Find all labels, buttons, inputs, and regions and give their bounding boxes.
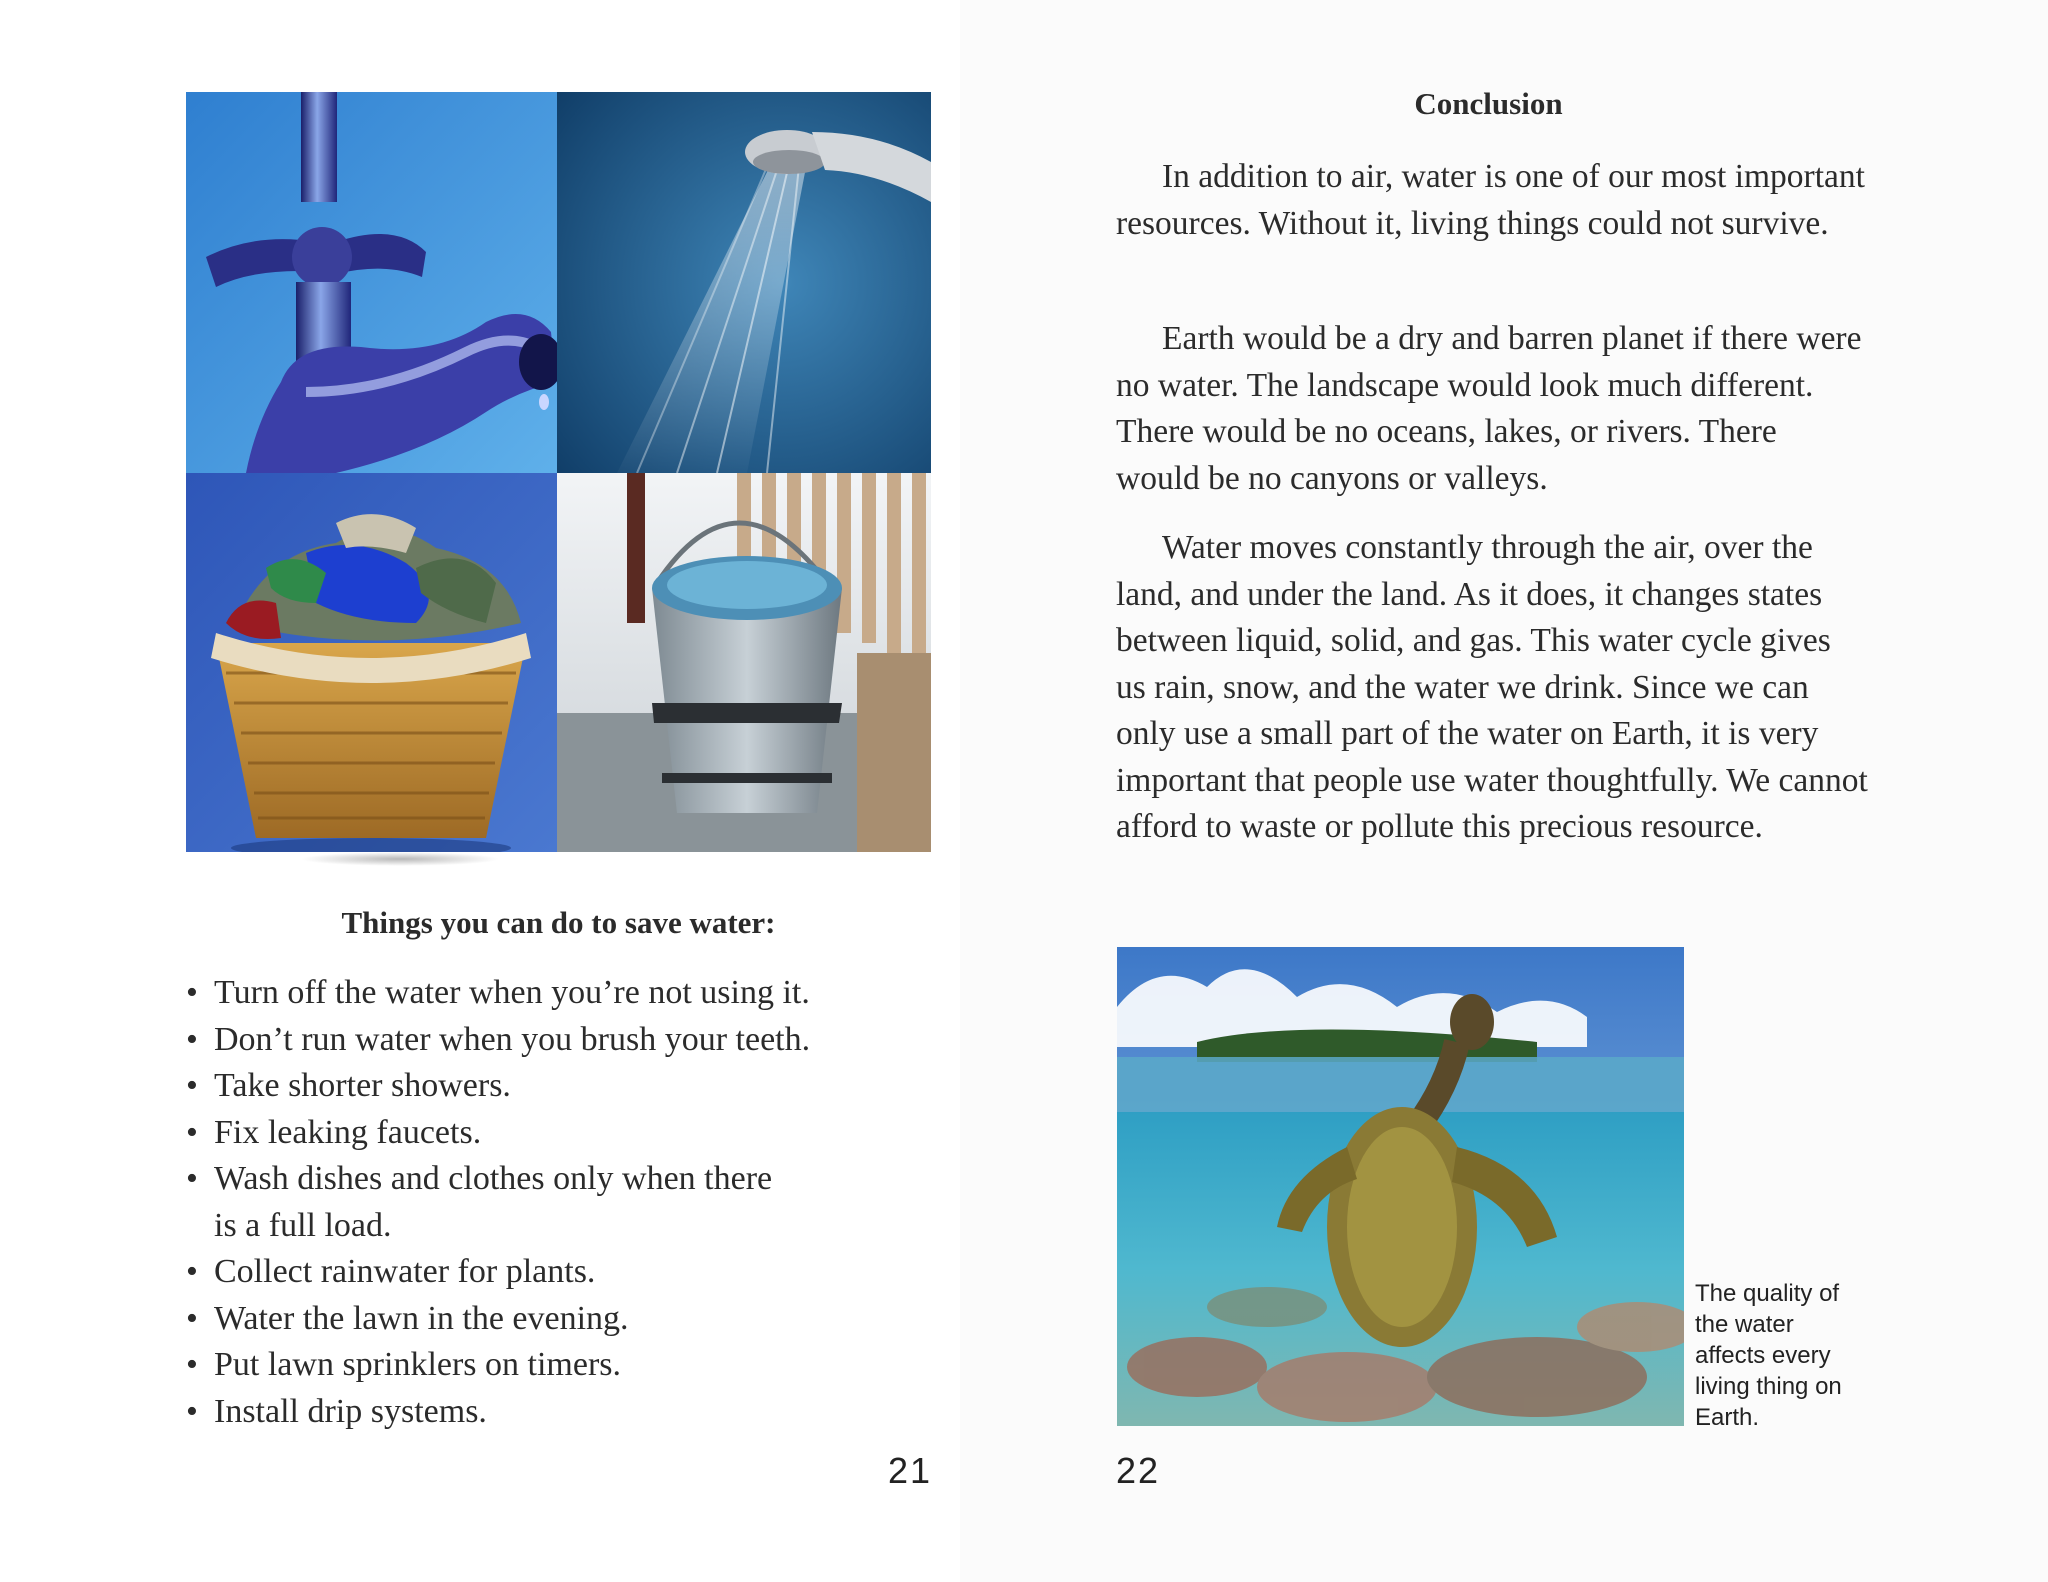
conclusion-paragraph-2: Earth would be a dry and barren planet if there were no water. The landscape would look much different. There would be no oceans, lakes, or rivers. There would be no canyons or valleys. [1116,320,1862,497]
tips-heading: Things you can do to save water: [341,905,776,940]
bullet-glyph: • [186,1253,198,1290]
conclusion-paragraph-1: In addition to air, water is one of our most important resources. Without it, living things could not survive. [1116,158,1865,242]
bullet-glyph: • [186,1113,198,1151]
list-item [186,1156,946,1249]
tip-text: Put lawn sprinklers on timers. [214,1346,622,1383]
dripping-faucet-photo [186,92,557,473]
bullet-glyph: • [186,1299,198,1337]
list-item [186,1017,946,1064]
collage-shadow [300,852,500,866]
bullet-glyph: • [186,1392,198,1430]
laundry-basket-photo [186,473,557,852]
bullet-glyph: • [186,1020,198,1058]
water-bucket-photo [557,473,931,852]
tip-text: Take shorter showers. [214,1067,511,1104]
bullet-glyph: • [186,1067,198,1104]
tip-text: Don’t run water when you brush your teeth. [214,1020,811,1058]
bullet-glyph: • [186,1346,198,1383]
running-shower-photo [557,92,931,473]
list-item [186,1296,946,1343]
list-item [186,1249,946,1296]
bullet-glyph: • [186,1160,198,1197]
list-item [186,1389,946,1436]
tip-text: Install drip systems. [214,1392,487,1430]
page-number-left: 21 [888,1450,933,1491]
page-number-right: 22 [1116,1450,1161,1491]
photo-caption: The quality of the water affects every living thing on Earth. [1695,1280,1842,1431]
list-item [186,1110,946,1157]
conclusion-heading: Conclusion [1414,86,1563,121]
bullet-glyph: • [186,974,198,1011]
sea-turtle-photo [1117,947,1684,1426]
tip-text: Fix leaking faucets. [214,1113,482,1151]
left-page [0,0,960,1582]
water-saving-tips-list [186,970,946,1435]
list-item [186,970,946,1017]
tip-text: Water the lawn in the evening. [214,1299,629,1337]
water-use-photo-collage [186,92,931,852]
conclusion-paragraph-3: Water moves constantly through the air, over the land, and under the land. As it does, it changes states between liquid, solid, and gas. This water cycle gives us rain, snow, and the water we drink. Since we can only use a small part of the water on Earth, it is very important that people use water thoughtfully. We cannot afford to waste or pollute this precious resource. [1116,529,1868,845]
tip-text: Turn off the water when you’re not using it. [214,974,810,1011]
list-item [186,1063,946,1110]
list-item [186,1342,946,1389]
tip-text: Wash dishes and clothes only when there is a full load. [214,1160,773,1244]
tip-text: Collect rainwater for plants. [214,1253,596,1290]
